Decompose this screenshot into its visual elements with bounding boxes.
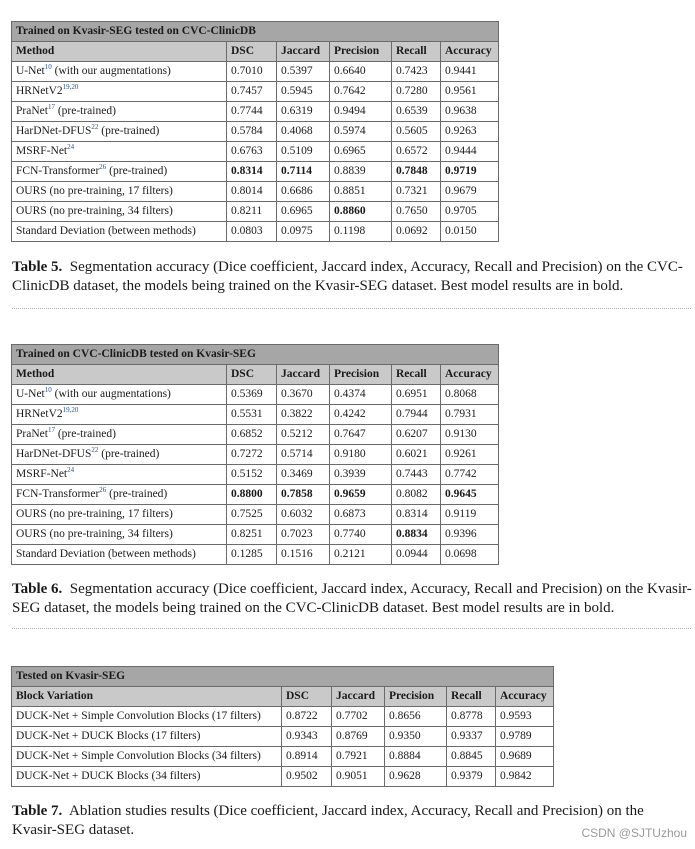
table-row xyxy=(12,727,554,747)
method-suffix: (pre-trained) xyxy=(98,125,160,137)
table-7 xyxy=(11,666,554,787)
value-cell: 0.8211 xyxy=(227,202,277,222)
table-header-row xyxy=(12,687,554,707)
value-cell: 0.0692 xyxy=(392,222,441,242)
column-header: Method xyxy=(12,365,227,385)
value-cell: 0.8884 xyxy=(385,747,447,767)
table-header-row xyxy=(12,42,499,62)
table-row xyxy=(12,505,499,525)
citation-ref: 10 xyxy=(44,386,52,394)
value-cell: 0.1285 xyxy=(227,545,277,565)
value-cell: 0.9263 xyxy=(441,122,499,142)
table-row xyxy=(12,222,499,242)
method-cell xyxy=(12,385,227,405)
table-header-row xyxy=(12,365,499,385)
method-suffix: (pre-trained) xyxy=(106,488,168,500)
value-cell: 0.9261 xyxy=(441,445,499,465)
value-cell: 0.6686 xyxy=(277,182,330,202)
value-cell: 0.9789 xyxy=(496,727,554,747)
table-row xyxy=(12,202,499,222)
column-header: Block Variation xyxy=(12,687,282,707)
value-cell: 0.8251 xyxy=(227,525,277,545)
citation-ref: 17 xyxy=(47,103,55,111)
table-title: Trained on CVC-ClinicDB tested on Kvasir-SEG xyxy=(12,345,499,365)
method-cell xyxy=(12,122,227,142)
value-cell: 0.9444 xyxy=(441,142,499,162)
table-title-row xyxy=(12,22,499,42)
method-name: HarDNet-DFUS xyxy=(16,125,92,137)
value-cell: 0.9441 xyxy=(441,62,499,82)
value-cell: 0.8800 xyxy=(227,485,277,505)
table-6-caption xyxy=(12,580,692,618)
value-cell: 0.4374 xyxy=(330,385,392,405)
value-cell: 0.7944 xyxy=(392,405,441,425)
table-row xyxy=(12,82,499,102)
value-cell: 0.9705 xyxy=(441,202,499,222)
table-row xyxy=(12,525,499,545)
value-cell: 0.8851 xyxy=(330,182,392,202)
table-7-body xyxy=(12,667,554,787)
table-7-caption-text: Ablation studies results (Dice coefficient, Jaccard index, Accuracy, Recall and Precision) on the Kvasir-SEG dataset. xyxy=(12,803,644,838)
method-name: Standard Deviation (between methods) xyxy=(16,548,196,560)
table-6-caption-label: Table 6. xyxy=(12,581,63,597)
method-name: MSRF-Net xyxy=(16,145,68,157)
value-cell: 0.7321 xyxy=(392,182,441,202)
value-cell: 0.8082 xyxy=(392,485,441,505)
value-cell: 0.7858 xyxy=(277,485,330,505)
value-cell: 0.7272 xyxy=(227,445,277,465)
value-cell: 0.9350 xyxy=(385,727,447,747)
column-header: Accuracy xyxy=(441,365,499,385)
citation-ref: 10 xyxy=(44,63,52,71)
value-cell: 0.9719 xyxy=(441,162,499,182)
table-row xyxy=(12,747,554,767)
value-cell: 0.9180 xyxy=(330,445,392,465)
value-cell: 0.8068 xyxy=(441,385,499,405)
table-row xyxy=(12,545,499,565)
table-row xyxy=(12,182,499,202)
method-cell xyxy=(12,485,227,505)
value-cell: 0.9502 xyxy=(282,767,332,787)
value-cell: 0.8778 xyxy=(447,707,496,727)
value-cell: 0.9659 xyxy=(330,485,392,505)
table-6 xyxy=(11,344,499,565)
value-cell: 0.7114 xyxy=(277,162,330,182)
value-cell: 0.1516 xyxy=(277,545,330,565)
value-cell: 0.9051 xyxy=(332,767,385,787)
table-row xyxy=(12,405,499,425)
method-suffix: (with our augmentations) xyxy=(51,65,171,77)
value-cell: 0.1198 xyxy=(330,222,392,242)
method-suffix: (pre-trained) xyxy=(54,428,116,440)
method-cell xyxy=(12,202,227,222)
value-cell: 0.6763 xyxy=(227,142,277,162)
method-cell xyxy=(12,525,227,545)
value-cell: 0.6021 xyxy=(392,445,441,465)
value-cell: 0.7744 xyxy=(227,102,277,122)
value-cell: 0.8656 xyxy=(385,707,447,727)
value-cell: 0.8314 xyxy=(227,162,277,182)
value-cell: 0.9337 xyxy=(447,727,496,747)
value-cell: 0.9494 xyxy=(330,102,392,122)
citation-ref: 22 xyxy=(91,446,99,454)
table-row xyxy=(12,162,499,182)
column-header: Precision xyxy=(330,42,392,62)
method-cell xyxy=(12,465,227,485)
table-6-caption-text: Segmentation accuracy (Dice coefficient, Jaccard index, Accuracy, Recall and Precision) on the Kvasir-SEG dataset, the models being trained on the CVC-ClinicDB dataset. Best model results are in bold. xyxy=(12,581,692,616)
method-cell xyxy=(12,707,282,727)
method-cell xyxy=(12,222,227,242)
value-cell: 0.8839 xyxy=(330,162,392,182)
method-cell xyxy=(12,767,282,787)
value-cell: 0.6207 xyxy=(392,425,441,445)
value-cell: 0.6319 xyxy=(277,102,330,122)
value-cell: 0.7642 xyxy=(330,82,392,102)
table-5 xyxy=(11,21,499,242)
method-name: Standard Deviation (between methods) xyxy=(16,225,196,237)
value-cell: 0.5109 xyxy=(277,142,330,162)
table-row xyxy=(12,445,499,465)
value-cell: 0.7525 xyxy=(227,505,277,525)
table-row xyxy=(12,142,499,162)
method-cell xyxy=(12,505,227,525)
table-title: Trained on Kvasir-SEG tested on CVC-ClinicDB xyxy=(12,22,499,42)
value-cell: 0.7423 xyxy=(392,62,441,82)
method-name: U-Net xyxy=(16,65,45,77)
method-cell xyxy=(12,405,227,425)
value-cell: 0.0698 xyxy=(441,545,499,565)
method-name: DUCK-Net + DUCK Blocks (34 filters) xyxy=(16,770,201,782)
table-5-body xyxy=(12,22,499,242)
method-cell xyxy=(12,82,227,102)
table-title: Tested on Kvasir-SEG xyxy=(12,667,554,687)
value-cell: 0.9679 xyxy=(441,182,499,202)
citation-ref: 24 xyxy=(67,143,75,151)
table-5-caption-text: Segmentation accuracy (Dice coefficient, Jaccard index, Accuracy, Recall and Precision) on the CVC-ClinicDB dataset, the models being trained on the Kvasir-SEG dataset. Best model results are in bold. xyxy=(12,259,683,294)
value-cell: 0.0944 xyxy=(392,545,441,565)
value-cell: 0.9842 xyxy=(496,767,554,787)
value-cell: 0.8722 xyxy=(282,707,332,727)
method-name: OURS (no pre-training, 17 filters) xyxy=(16,508,173,520)
value-cell: 0.3939 xyxy=(330,465,392,485)
value-cell: 0.6965 xyxy=(330,142,392,162)
value-cell: 0.5605 xyxy=(392,122,441,142)
column-header: Method xyxy=(12,42,227,62)
method-name: FCN-Transformer xyxy=(16,165,100,177)
value-cell: 0.7457 xyxy=(227,82,277,102)
separator xyxy=(12,308,691,309)
column-header: Precision xyxy=(385,687,447,707)
citation-ref: 26 xyxy=(99,163,107,171)
value-cell: 0.5784 xyxy=(227,122,277,142)
value-cell: 0.6572 xyxy=(392,142,441,162)
table-row xyxy=(12,707,554,727)
value-cell: 0.8314 xyxy=(392,505,441,525)
value-cell: 0.6965 xyxy=(277,202,330,222)
column-header: DSC xyxy=(227,42,277,62)
value-cell: 0.9396 xyxy=(441,525,499,545)
column-header: Recall xyxy=(392,365,441,385)
value-cell: 0.0150 xyxy=(441,222,499,242)
method-cell xyxy=(12,142,227,162)
method-cell xyxy=(12,62,227,82)
value-cell: 0.7931 xyxy=(441,405,499,425)
table-7-caption-label: Table 7. xyxy=(12,803,63,819)
value-cell: 0.3822 xyxy=(277,405,330,425)
citation-ref: 22 xyxy=(91,123,99,131)
method-cell xyxy=(12,727,282,747)
value-cell: 0.8845 xyxy=(447,747,496,767)
table-title-row xyxy=(12,345,499,365)
value-cell: 0.6640 xyxy=(330,62,392,82)
value-cell: 0.7010 xyxy=(227,62,277,82)
value-cell: 0.4242 xyxy=(330,405,392,425)
column-header: Accuracy xyxy=(496,687,554,707)
method-name: OURS (no pre-training, 17 filters) xyxy=(16,185,173,197)
method-suffix: (pre-trained) xyxy=(98,448,160,460)
value-cell: 0.5212 xyxy=(277,425,330,445)
value-cell: 0.5369 xyxy=(227,385,277,405)
citation-ref: 24 xyxy=(67,466,75,474)
method-suffix: (pre-trained) xyxy=(106,165,168,177)
value-cell: 0.9645 xyxy=(441,485,499,505)
value-cell: 0.3469 xyxy=(277,465,330,485)
value-cell: 0.5714 xyxy=(277,445,330,465)
citation-ref: 19,20 xyxy=(62,83,79,91)
value-cell: 0.8014 xyxy=(227,182,277,202)
value-cell: 0.7443 xyxy=(392,465,441,485)
value-cell: 0.6032 xyxy=(277,505,330,525)
value-cell: 0.9593 xyxy=(496,707,554,727)
table-row xyxy=(12,385,499,405)
value-cell: 0.6539 xyxy=(392,102,441,122)
table-row xyxy=(12,767,554,787)
value-cell: 0.7650 xyxy=(392,202,441,222)
method-name: FCN-Transformer xyxy=(16,488,100,500)
method-cell xyxy=(12,545,227,565)
table-5-caption-label: Table 5. xyxy=(12,259,63,275)
method-name: PraNet xyxy=(16,428,48,440)
method-name: DUCK-Net + Simple Convolution Blocks (17 filters) xyxy=(16,710,261,722)
method-cell xyxy=(12,182,227,202)
method-name: DUCK-Net + DUCK Blocks (17 filters) xyxy=(16,730,201,742)
method-cell xyxy=(12,747,282,767)
separator xyxy=(12,628,691,629)
method-name: MSRF-Net xyxy=(16,468,68,480)
table-row xyxy=(12,102,499,122)
value-cell: 0.5397 xyxy=(277,62,330,82)
method-name: OURS (no pre-training, 34 filters) xyxy=(16,528,173,540)
value-cell: 0.9689 xyxy=(496,747,554,767)
method-cell xyxy=(12,445,227,465)
value-cell: 0.8914 xyxy=(282,747,332,767)
value-cell: 0.3670 xyxy=(277,385,330,405)
method-name: HarDNet-DFUS xyxy=(16,448,92,460)
value-cell: 0.9379 xyxy=(447,767,496,787)
citation-ref: 26 xyxy=(99,486,107,494)
value-cell: 0.5152 xyxy=(227,465,277,485)
table-row xyxy=(12,465,499,485)
citation-ref: 17 xyxy=(47,426,55,434)
table-6-body xyxy=(12,345,499,565)
value-cell: 0.7742 xyxy=(441,465,499,485)
column-header: DSC xyxy=(227,365,277,385)
table-row xyxy=(12,425,499,445)
table-row xyxy=(12,485,499,505)
method-name: U-Net xyxy=(16,388,45,400)
value-cell: 0.9343 xyxy=(282,727,332,747)
value-cell: 0.8769 xyxy=(332,727,385,747)
column-header: Jaccard xyxy=(332,687,385,707)
value-cell: 0.9628 xyxy=(385,767,447,787)
column-header: Jaccard xyxy=(277,42,330,62)
value-cell: 0.9638 xyxy=(441,102,499,122)
table-title-row xyxy=(12,667,554,687)
method-name: DUCK-Net + Simple Convolution Blocks (34 filters) xyxy=(16,750,261,762)
table-5-caption xyxy=(12,258,692,296)
value-cell: 0.5974 xyxy=(330,122,392,142)
value-cell: 0.9130 xyxy=(441,425,499,445)
method-suffix: (with our augmentations) xyxy=(51,388,171,400)
method-cell xyxy=(12,162,227,182)
table-row xyxy=(12,122,499,142)
value-cell: 0.7702 xyxy=(332,707,385,727)
method-cell xyxy=(12,102,227,122)
value-cell: 0.7848 xyxy=(392,162,441,182)
value-cell: 0.9119 xyxy=(441,505,499,525)
value-cell: 0.6873 xyxy=(330,505,392,525)
value-cell: 0.5531 xyxy=(227,405,277,425)
method-name: HRNetV2 xyxy=(16,85,63,97)
method-suffix: (pre-trained) xyxy=(54,105,116,117)
value-cell: 0.7280 xyxy=(392,82,441,102)
column-header: Precision xyxy=(330,365,392,385)
value-cell: 0.0803 xyxy=(227,222,277,242)
value-cell: 0.5945 xyxy=(277,82,330,102)
value-cell: 0.6852 xyxy=(227,425,277,445)
column-header: Recall xyxy=(392,42,441,62)
watermark: CSDN @SJTUzhou xyxy=(581,826,687,840)
value-cell: 0.9561 xyxy=(441,82,499,102)
method-name: PraNet xyxy=(16,105,48,117)
value-cell: 0.6951 xyxy=(392,385,441,405)
method-name: OURS (no pre-training, 34 filters) xyxy=(16,205,173,217)
value-cell: 0.2121 xyxy=(330,545,392,565)
column-header: DSC xyxy=(282,687,332,707)
method-cell xyxy=(12,425,227,445)
column-header: Accuracy xyxy=(441,42,499,62)
value-cell: 0.8834 xyxy=(392,525,441,545)
value-cell: 0.0975 xyxy=(277,222,330,242)
value-cell: 0.7647 xyxy=(330,425,392,445)
column-header: Jaccard xyxy=(277,365,330,385)
column-header: Recall xyxy=(447,687,496,707)
table-row xyxy=(12,62,499,82)
value-cell: 0.7023 xyxy=(277,525,330,545)
value-cell: 0.4068 xyxy=(277,122,330,142)
citation-ref: 19,20 xyxy=(62,406,79,414)
method-name: HRNetV2 xyxy=(16,408,63,420)
value-cell: 0.7921 xyxy=(332,747,385,767)
value-cell: 0.8860 xyxy=(330,202,392,222)
value-cell: 0.7740 xyxy=(330,525,392,545)
